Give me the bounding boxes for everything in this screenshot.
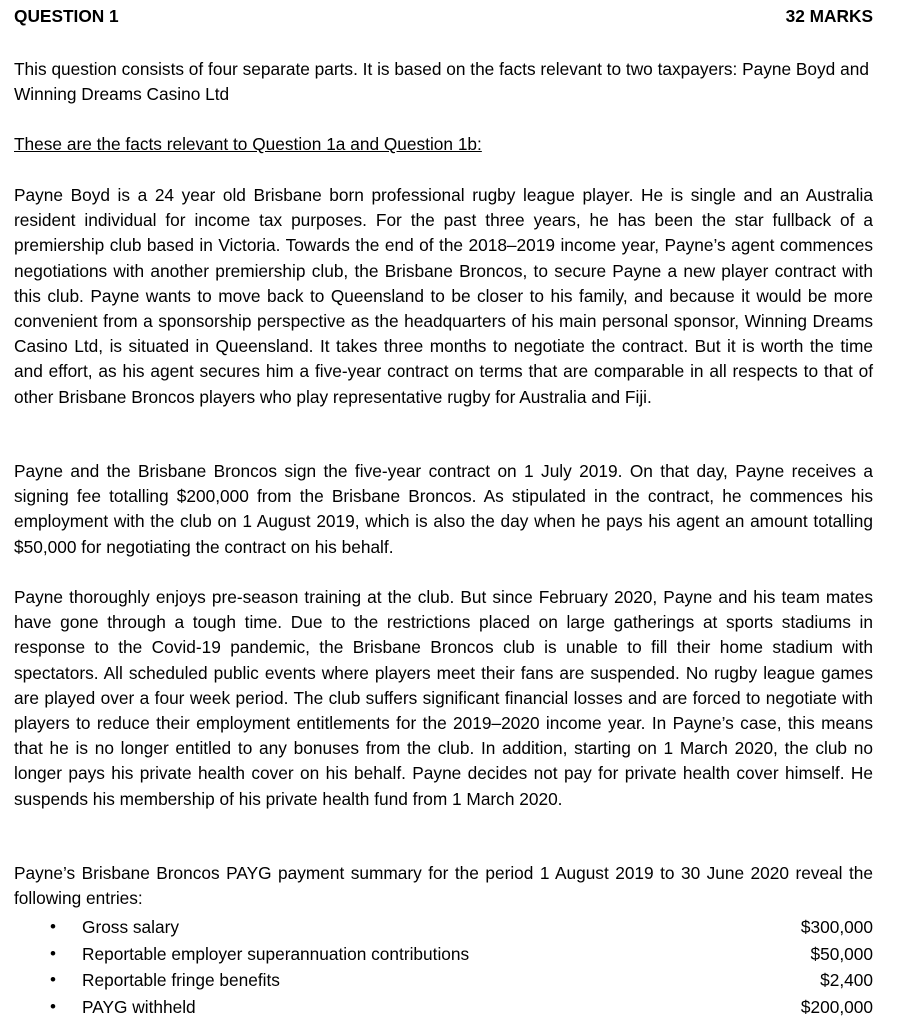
bullet-icon: • (50, 917, 56, 936)
bullet-icon: • (50, 970, 56, 989)
facts-heading: These are the facts relevant to Question 1a and Question 1b: (14, 134, 482, 154)
list-item (14, 914, 873, 941)
entry-amount: $300,000 (800, 917, 873, 937)
entry-amount: $50,000 (810, 943, 873, 964)
entry-label: Reportable fringe benefits (82, 970, 280, 990)
question-header (14, 6, 873, 26)
entry-amount: $2,400 (820, 970, 873, 990)
list-item (14, 941, 873, 968)
bullet-icon: • (50, 943, 56, 963)
marks-label: 32 MARKS (785, 6, 873, 26)
entry-label: Reportable employer superannuation contributions (82, 943, 470, 964)
document-page (14, 6, 873, 1017)
list-item (14, 967, 873, 994)
paragraph-contract: Payne and the Brisbane Broncos sign the five-year contract on 1 July 2019. On that day, Payne receives a signing fee totalling $200,000 from the Brisbane Broncos. As stipulated in the contract, he commences his employment with the club on 1 August 2019, which is also the day when he pays his agent an amount totalling $50,000 for negotiating the contract on his behalf. (14, 461, 873, 557)
paragraph-background: Payne Boyd is a 24 year old Brisbane born professional rugby league player. He is single and an Australia resident individual for income tax purposes. For the past three years, he has been the star fullback of a premiership club based in Victoria. Towards the end of the 2018–2019 income year, Payne’s agent commences negotiations with another premiership club, the Brisbane Broncos, to secure Payne a new player contract with this club. Payne wants to move back to Queensland to be closer to his family, and because it would be more convenient from a sponsorship perspective as the headquarters of his main personal sponsor, Winning Dreams Casino Ltd, is situated in Queensland. It takes three months to negotiate the contract. But it is worth the time and effort, as his agent secures him a five-year contract on terms that are comparable in all respects to that of other Brisbane Broncos players who play representative rugby for Australia and Fiji. (14, 185, 873, 407)
entry-label: PAYG withheld (82, 996, 196, 1017)
entry-amount: $200,000 (800, 996, 873, 1017)
paragraph-covid: Payne thoroughly enjoys pre-season training at the club. But since February 2020, Payne and his team mates have gone through a tough time. Due to the restrictions placed on large gatherings at sports stadiums in response to the Covid-19 pandemic, the Brisbane Broncos club is unable to fill their home stadium with spectators. All scheduled public events where players meet their fans are suspended. No rugby league games are played over a four week period. The club suffers significant financial losses and are forced to negotiate with players to reduce their employment entitlements for the 2019–2020 income year. In Payne’s case, this means that he is no longer entitled to any bonuses from the club. In addition, starting on 1 March 2020, the club no longer pays his private health cover on his behalf. Payne decides not pay for private health cover himself. He suspends his membership of his private health fund from 1 March 2020. (14, 587, 873, 809)
payment-summary-list (14, 914, 873, 1020)
paragraph-payment-summary: Payne’s Brisbane Broncos PAYG payment summary for the period 1 August 2019 to 30 June 2020 reveal the following entries: (14, 863, 873, 909)
bullet-icon: • (50, 996, 56, 1016)
entry-label: Gross salary (82, 917, 179, 937)
question-title: QUESTION 1 (14, 6, 119, 26)
list-item (14, 994, 873, 1021)
intro-paragraph: This question consists of four separate parts. It is based on the facts relevant to two taxpayers: Payne Boyd and Winning Dreams Casino Ltd (14, 59, 869, 105)
